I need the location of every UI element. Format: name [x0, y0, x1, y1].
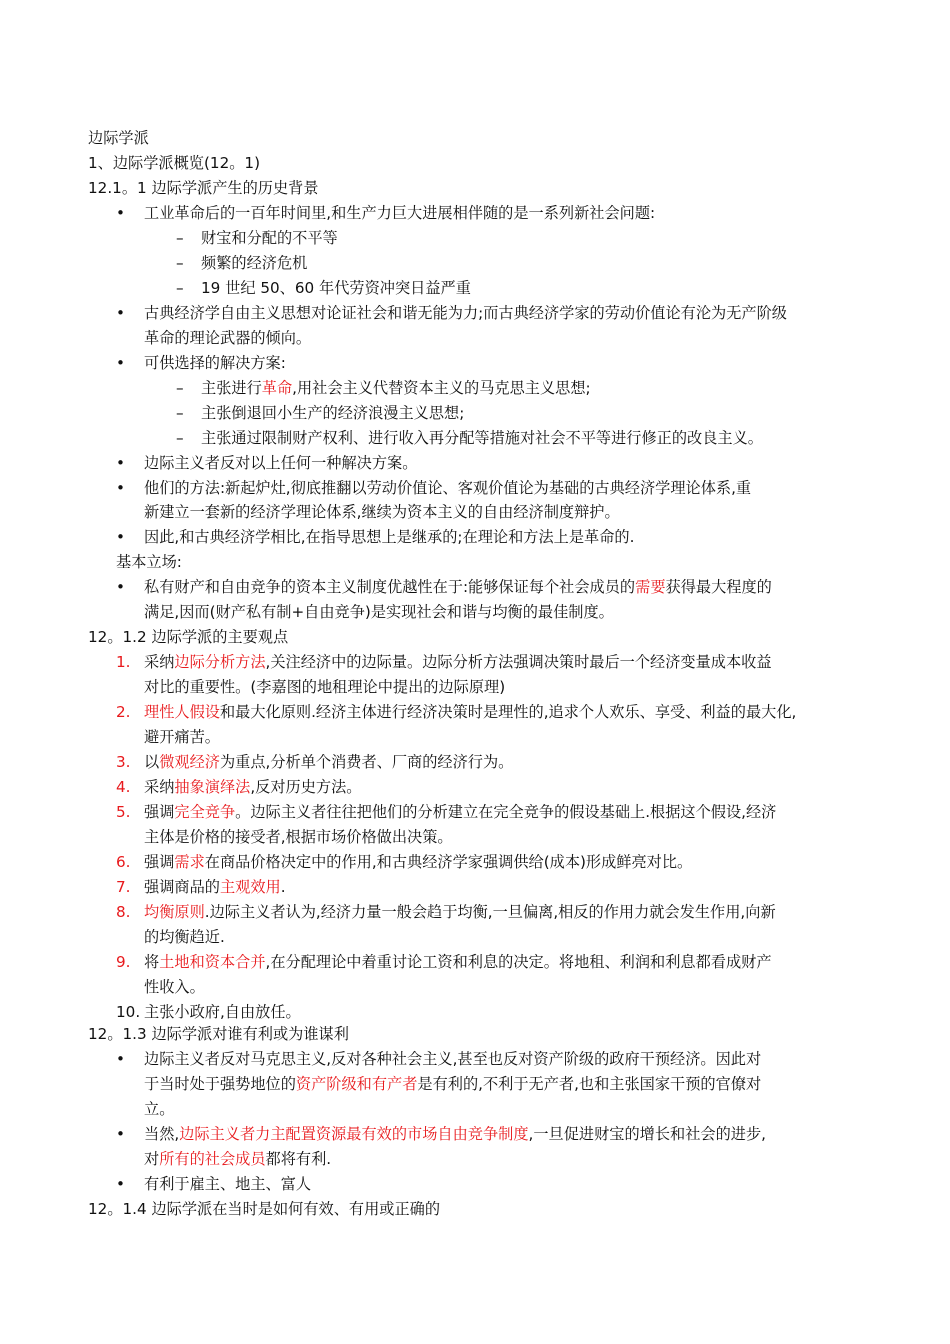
- bullet-text-continued: [144, 1072, 761, 1096]
- subsection-heading: 12。1.3 边际学派对谁有利或为谁谋利: [88, 1025, 349, 1043]
- plain-text: 强调: [144, 853, 175, 871]
- bullet-icon: •: [116, 354, 125, 372]
- plain-text: .: [280, 878, 286, 896]
- plain-text: 对: [144, 1150, 160, 1168]
- plain-text: 和最大化原则.经济主体进行经济决策时是理性的,追求个人欢乐、享受、利益的最大化,: [219, 703, 797, 721]
- plain-text: ,一旦促进财宝的增长和社会的进步,: [528, 1125, 766, 1143]
- plain-text: 在商品价格决定中的作用,和古典经济学家强调供给(成本)形成鲜亮对比。: [204, 853, 693, 871]
- list-item-text: [144, 700, 796, 724]
- plain-text: 获得最大程度的: [665, 578, 772, 596]
- list-item-text: [144, 775, 361, 799]
- list-item-text: [144, 950, 772, 974]
- bullet-icon: •: [116, 454, 125, 472]
- list-number: 1.: [116, 653, 131, 671]
- bullet-icon: •: [116, 528, 125, 546]
- sub-bullet-text: 频繁的经济危机: [201, 254, 308, 272]
- list-number: 10.: [116, 1003, 141, 1021]
- sub-bullet-text: 财宝和分配的不平等: [201, 229, 338, 247]
- highlight-text: 土地和资本合并: [159, 953, 266, 971]
- list-item-text: [144, 1000, 301, 1024]
- bullet-text: [144, 1122, 766, 1146]
- bullet-text-continued: [144, 1147, 331, 1171]
- list-number: 6.: [116, 853, 131, 871]
- list-number: 7.: [116, 878, 131, 896]
- list-number: 4.: [116, 778, 131, 796]
- list-item-text: [144, 650, 772, 674]
- bullet-text: 有利于雇主、地主、富人: [144, 1175, 312, 1193]
- list-item-text-continued: 避开痛苦。: [144, 728, 220, 746]
- list-item-text: [144, 800, 776, 824]
- plain-text: 为重点,分析单个消费者、厂商的经济行为。: [219, 753, 514, 771]
- bullet-text-continued: 革命的理论武器的倾向。: [144, 329, 312, 347]
- dash-icon: –: [176, 279, 184, 297]
- section-heading: 1、边际学派概览(12。1): [88, 154, 261, 172]
- plain-text: .边际主义者认为,经济力量一般会趋于均衡,一旦偏离,相反的作用力就会发生作用,向新: [204, 903, 776, 921]
- sub-bullet-text: 19 世纪 50、60 年代劳资冲突日益严重: [201, 279, 471, 297]
- list-number: 2.: [116, 703, 131, 721]
- highlight-text: 微观经济: [159, 753, 220, 771]
- list-item-text-continued: 的均衡趋近.: [144, 928, 225, 946]
- bullet-text: 可供选择的解决方案:: [144, 354, 286, 372]
- highlight-text: 革命: [261, 379, 293, 397]
- plain-text: 将: [144, 953, 160, 971]
- plain-text: 主张进行: [201, 379, 262, 397]
- bullet-text-continued: 满足,因而(财产私有制+自由竞争)是实现社会和谐与均衡的最佳制度。: [144, 603, 614, 621]
- basic-position-label: 基本立场:: [116, 553, 182, 571]
- highlight-text: 均衡原则: [144, 903, 205, 921]
- list-number: 8.: [116, 903, 131, 921]
- list-item-text-continued: 主体是价格的接受者,根据市场价格做出决策。: [144, 828, 453, 846]
- plain-text: 强调: [144, 803, 175, 821]
- bullet-text: 边际主义者反对以上任何一种解决方案。: [144, 454, 418, 472]
- dash-icon: –: [176, 404, 184, 422]
- dash-icon: –: [176, 229, 184, 247]
- bullet-icon: •: [116, 1175, 125, 1193]
- highlight-text: 资产阶级和有产者: [295, 1075, 418, 1093]
- dash-icon: –: [176, 379, 184, 397]
- list-number: 9.: [116, 953, 131, 971]
- plain-text: ,在分配理论中着重讨论工资和利息的决定。将地租、利润和利息都看成财产: [265, 953, 772, 971]
- bullet-icon: •: [116, 1050, 125, 1068]
- bullet-text: [144, 575, 772, 599]
- plain-text: 。边际主义者往往把他们的分析建立在完全竞争的假设基础上.根据这个假设,经济: [235, 803, 777, 821]
- sub-bullet-text: 主张倒退回小生产的经济浪漫主义思想;: [201, 404, 465, 422]
- plain-text: 私有财产和自由竞争的资本主义制度优越性在于:能够保证每个社会成员的: [144, 578, 636, 596]
- bullet-icon: •: [116, 1125, 125, 1143]
- highlight-text: 理性人假设: [144, 703, 220, 721]
- plain-text: ,用社会主义代替资本主义的马克思主义思想;: [292, 379, 591, 397]
- highlight-text: 抽象演绎法: [174, 778, 251, 796]
- plain-text: 当然,: [144, 1125, 180, 1143]
- highlight-text: 需要: [635, 578, 666, 596]
- bullet-icon: •: [116, 479, 125, 497]
- dash-icon: –: [176, 254, 184, 272]
- plain-text: 采纳: [144, 778, 175, 796]
- highlight-text: 边际主义者力主配置资源最有效的市场自由竞争制度: [179, 1125, 529, 1143]
- list-item-text: [144, 850, 692, 874]
- bullet-text: 工业革命后的一百年时间里,和生产力巨大进展相伴随的是一系列新社会问题:: [144, 204, 656, 222]
- list-item-text-continued: 对比的重要性。(李嘉图的地租理论中提出的边际原理): [144, 678, 506, 696]
- highlight-text: 完全竞争: [174, 803, 236, 821]
- subsection-heading: 12。1.4 边际学派在当时是如何有效、有用或正确的: [88, 1200, 441, 1218]
- bullet-text: 边际主义者反对马克思主义,反对各种社会主义,甚至也反对资产阶级的政府干预经济。因此对: [144, 1050, 762, 1068]
- highlight-text: 需求: [174, 853, 205, 871]
- plain-text: 主张小政府,自由放任。: [144, 1003, 301, 1021]
- bullet-icon: •: [116, 204, 125, 222]
- document-title: 边际学派: [88, 129, 149, 147]
- dash-icon: –: [176, 429, 184, 447]
- plain-text: 采纳: [144, 653, 175, 671]
- list-item-text: [144, 750, 513, 774]
- plain-text: ,关注经济中的边际量。边际分析方法强调决策时最后一个经济变量成本收益: [265, 653, 772, 671]
- list-number: 3.: [116, 753, 131, 771]
- list-item-text-continued: 性收入。: [144, 978, 205, 996]
- list-item-text: [144, 875, 286, 899]
- sub-bullet-text: 主张通过限制财产权利、进行收入再分配等措施对社会不平等进行修正的改良主义。: [201, 429, 763, 447]
- bullet-text-continued: 新建立一套新的经济学理论体系,继续为资本主义的自由经济制度辩护。: [144, 503, 620, 521]
- bullet-icon: •: [116, 578, 125, 596]
- highlight-text: 主观效用: [219, 878, 281, 896]
- bullet-text: 他们的方法:新起炉灶,彻底推翻以劳动价值论、客观价值论为基础的古典经济学理论体系,重: [144, 479, 752, 497]
- highlight-text: 所有的社会成员: [159, 1150, 266, 1168]
- list-item-text: [144, 900, 776, 924]
- plain-text: 强调商品的: [144, 878, 220, 896]
- bullet-text: 古典经济学自由主义思想对论证社会和谐无能为力;而古典经济学家的劳动价值论有沦为无产阶级: [144, 304, 787, 322]
- subsection-heading: 12.1。1 边际学派产生的历史背景: [88, 179, 319, 197]
- list-number: 5.: [116, 803, 131, 821]
- plain-text: 于当时处于强势地位的: [144, 1075, 296, 1093]
- bullet-text: 因此,和古典经济学相比,在指导思想上是继承的;在理论和方法上是革命的.: [144, 528, 635, 546]
- bullet-text-continued: 立。: [144, 1100, 175, 1118]
- plain-text: ,反对历史方法。: [250, 778, 362, 796]
- subsection-heading: 12。1.2 边际学派的主要观点: [88, 628, 289, 646]
- plain-text: 以: [144, 753, 160, 771]
- bullet-icon: •: [116, 304, 125, 322]
- highlight-text: 边际分析方法: [174, 653, 266, 671]
- plain-text: 是有利的,不利于无产者,也和主张国家干预的官僚对: [417, 1075, 762, 1093]
- sub-bullet-text: [201, 376, 591, 400]
- plain-text: 都将有利.: [265, 1150, 332, 1168]
